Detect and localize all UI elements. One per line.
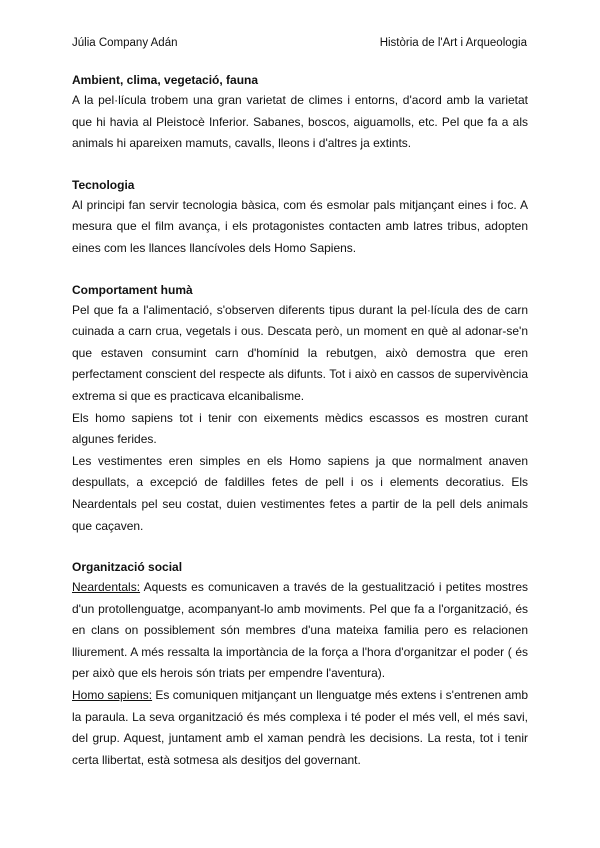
header-author: Júlia Company Adán	[72, 37, 178, 49]
section-title: Tecnologia	[72, 177, 135, 192]
label-homo-sapiens: Homo sapiens:	[72, 688, 153, 703]
paragraph: Les vestimentes eren simples en els Homo sapiens ja que normalment anaven despullats, a excepció de faldilles fetes de pell i os i elements decoratius. Els Neardentals pel seu costat, duien vestimentes fetes a partir de la pell dels animals que caçaven.	[72, 453, 528, 533]
paragraph: Al principi fan servir tecnologia bàsica, com és esmolar pals mitjançant eines i foc. A mesura que el film avança, i els protagonistes contacten amb latres tribus, adopten eines com les llances llancívoles dels Homo Sapiens.	[72, 197, 528, 255]
paragraph-homo-sapiens	[72, 685, 528, 771]
paragraph: A la pel·lícula trobem una gran varietat de climes i entorns, d'acord amb la varietat que hi havia al Pleistocè Inferior. Sabanes, boscos, aiguamolls, etc. Pel que fa a als animals hi apareixen mamuts, cavalls, lleons i d'altres ja extints.	[72, 93, 528, 151]
paragraph: Els homo sapiens tot i tenir con eixements mèdics escassos es mostren curant algunes ferides.	[72, 410, 528, 447]
paragraph-text: Es comuniquen mitjançant un llenguatge més extens i s'entrenen amb la paraula. La seva organització és més complexa i té poder el més vell, el més savi, del grup. Aquest, juntament amb el xaman pendrà les decisions. La resta, tot i tenir certa llibertat, està sotmesa als desitjos del governant.	[72, 688, 529, 767]
section-title: Ambient, clima, vegetació, fauna	[72, 73, 259, 87]
section-behaviour	[72, 281, 528, 538]
section-title: Organització social	[72, 560, 183, 575]
label-neanderthals: Neardentals:	[72, 580, 141, 595]
paragraph-neanderthals	[72, 577, 528, 685]
section-title: Comportament humà	[72, 282, 193, 297]
section-social-organization	[72, 558, 528, 771]
paragraph-text: Aquests es comunicaven a través de la gestualització i petites mostres d'un protollenguatge, acompanyant-lo amb moviments. Pel que fa a l'organització, és en clans on possiblement són membres d'una mateixa familia pero es relacionen lliurement. A més ressalta la importància de la força a l'hora d'organitzar el poder ( és per això que els herois són triats per empendre l'aventura).	[72, 580, 528, 681]
page-header	[72, 37, 527, 49]
section-technology	[72, 176, 528, 260]
section-environment	[72, 71, 528, 155]
paragraph: Pel que fa a l'alimentació, s'observen diferents tipus durant la pel·lícula des de carn cuinada a carn crua, vegetals i ous. Descata però, un moment en què al adonar-se'n que estaven consumint carn d'homínid la rebutgen, això demostra que eren perfectament conscient del respecte als difunts. Tot i això en cassos de supervivència extrema si que es practicava elcanibalisme.	[72, 302, 528, 403]
header-course: Història de l'Art i Arqueologia	[379, 37, 527, 49]
document-body	[72, 71, 528, 792]
